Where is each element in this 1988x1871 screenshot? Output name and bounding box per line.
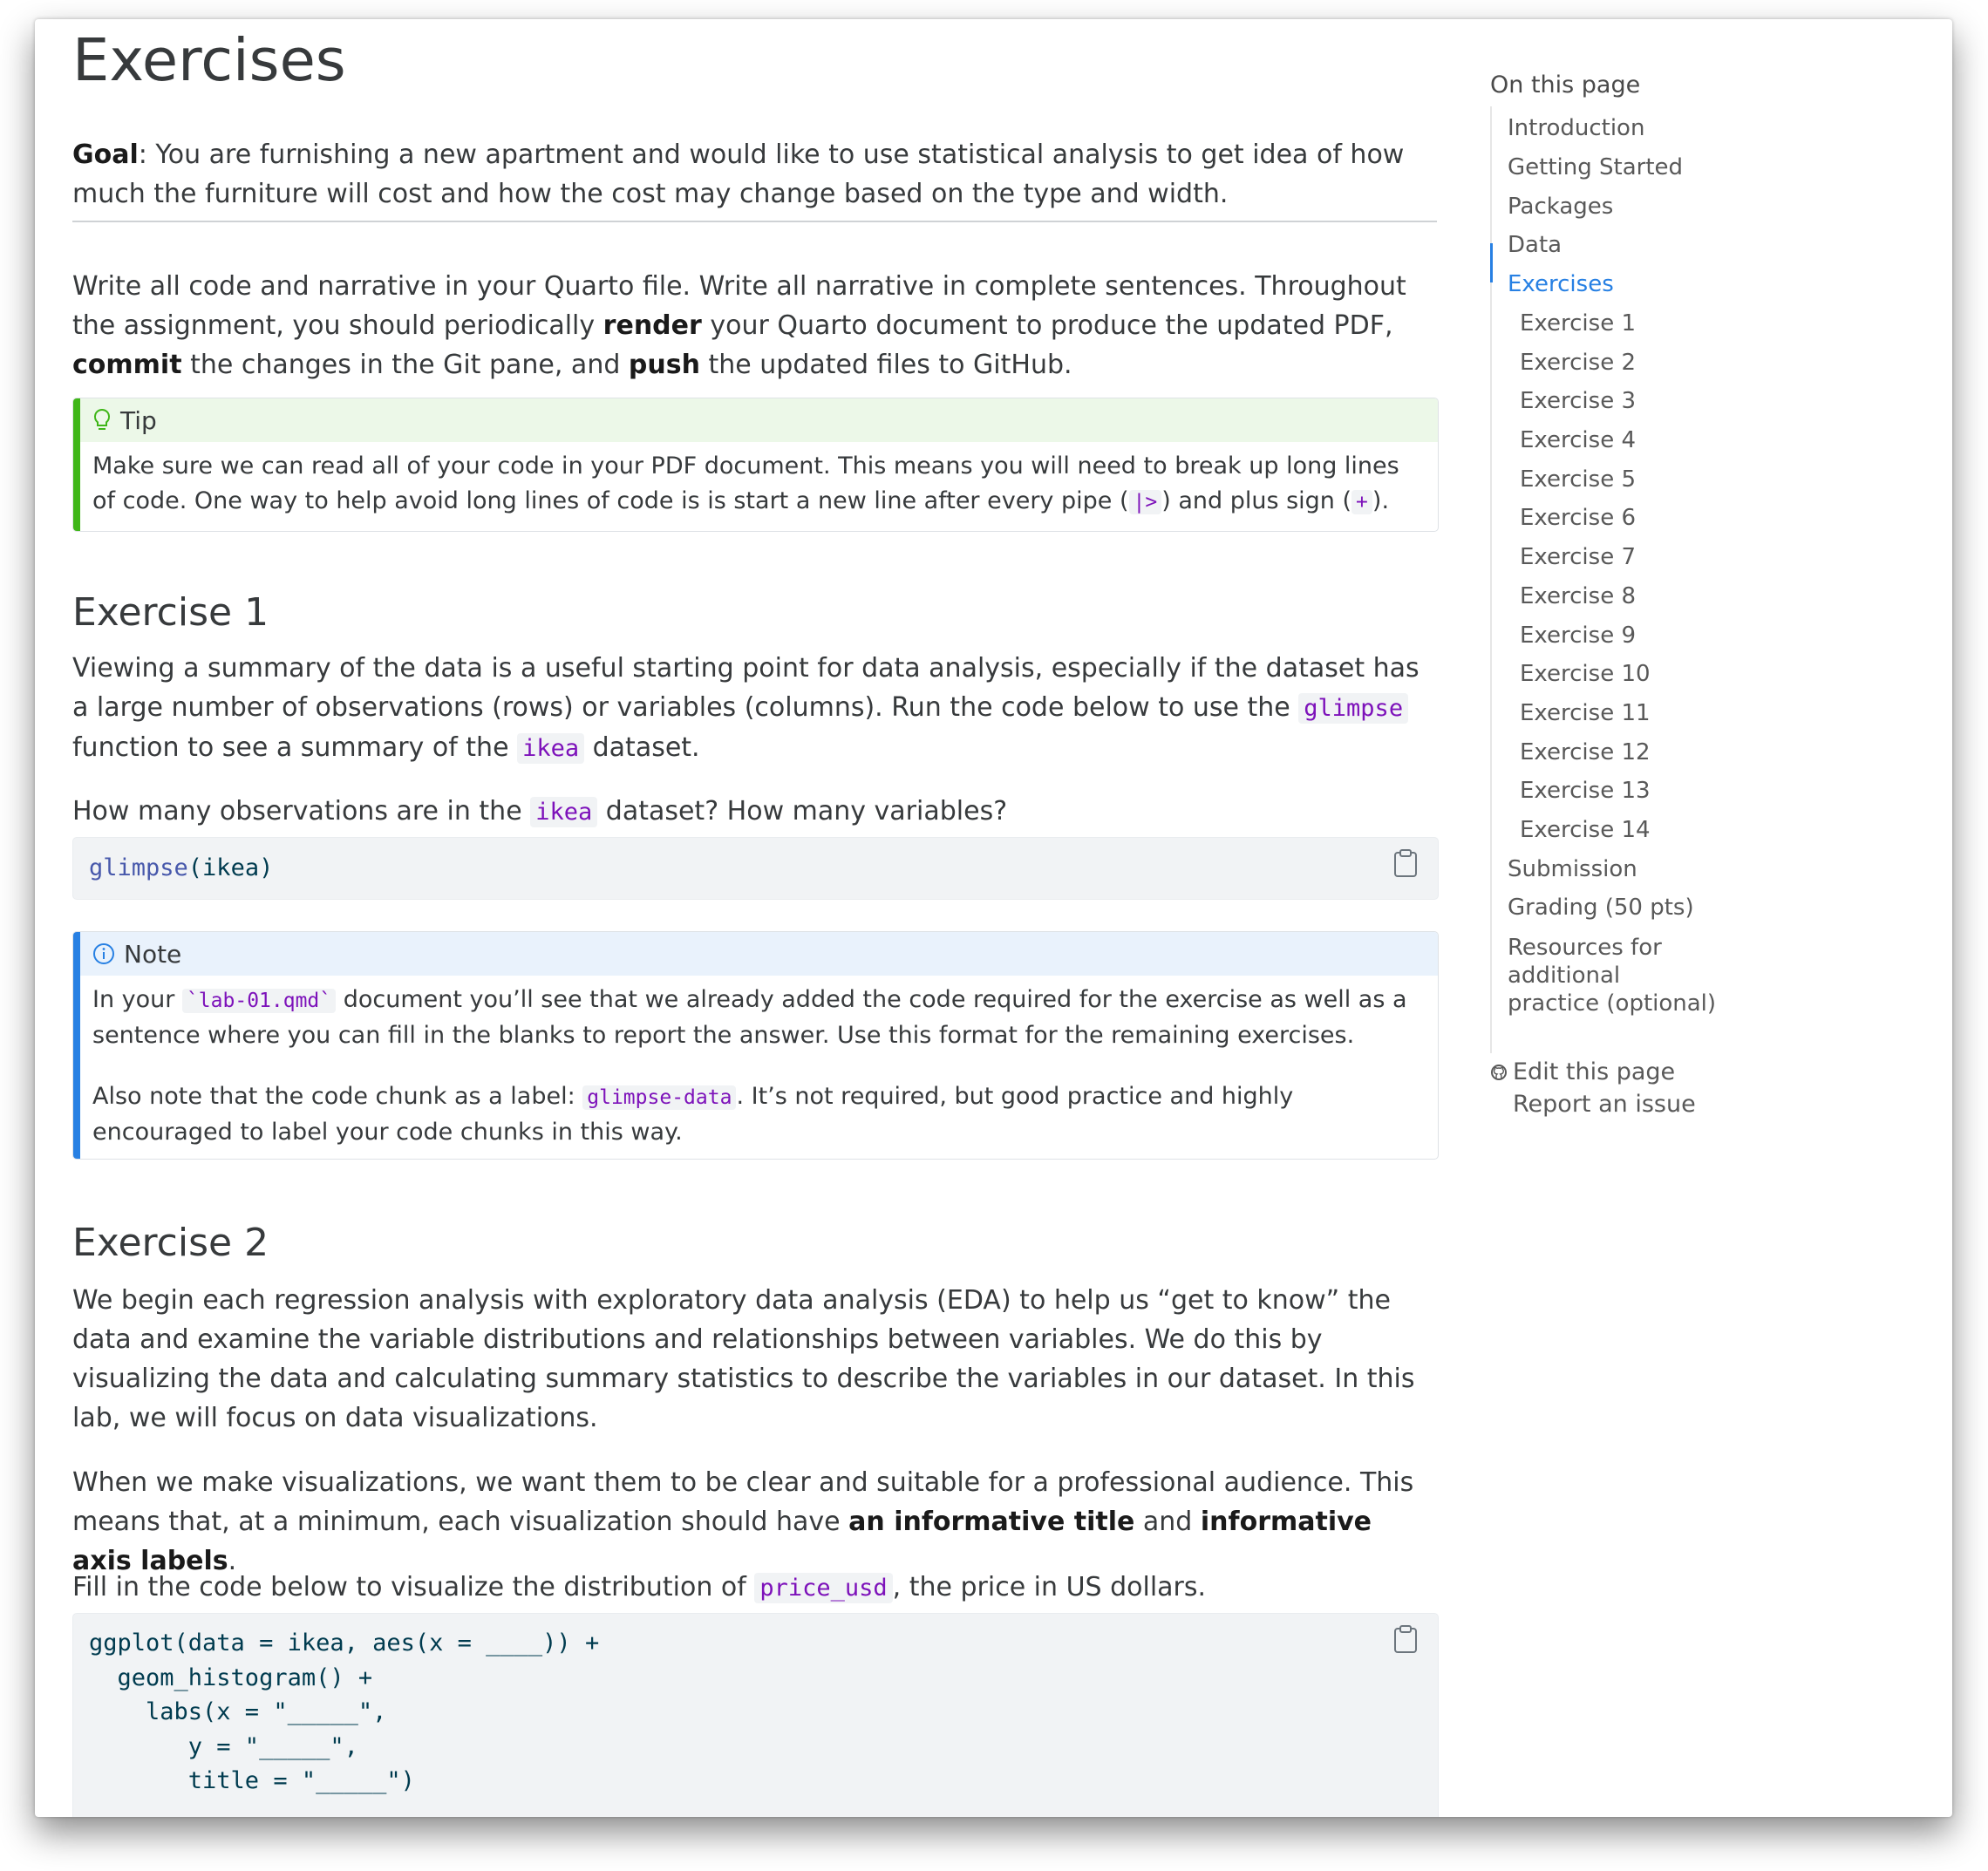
code-line: ggplot(data = ikea, aes(x = ____)) + — [89, 1629, 600, 1657]
code-line: geom_histogram() + — [89, 1663, 373, 1691]
toc-item-exercise-12[interactable]: Exercise 12 — [1520, 739, 1651, 765]
toc-item-getting-started[interactable]: Getting Started — [1508, 154, 1684, 180]
tip-text — [92, 449, 1419, 520]
toc-item-exercise-2[interactable]: Exercise 2 — [1520, 350, 1636, 376]
ex1-text: function to see a summary of the — [72, 732, 518, 763]
note-callout — [72, 931, 1439, 1160]
edit-page-link[interactable] — [1490, 1058, 1696, 1085]
note-text-part: document you’ll see that we already added the code required for the exercise as well as a sentence where you can fill in the blanks to report the answer. Use this format for the remaining exercises. — [92, 986, 1407, 1049]
tip-callout — [72, 398, 1439, 532]
code-block-ggplot — [72, 1613, 1439, 1817]
clipboard-icon[interactable] — [1392, 848, 1419, 878]
report-issue-link[interactable]: Report an issue — [1513, 1091, 1696, 1118]
ikea-code: ikea — [517, 733, 584, 764]
toc-active-indicator — [1490, 243, 1493, 282]
toc-list — [1490, 106, 1753, 1053]
goal-label: Goal — [72, 139, 139, 170]
ex2-paragraph-1: We begin each regression analysis with exploratory data analysis (EDA) to help us “get to know” the data and examine the variable distributions and relationships between variables. We do this by visualizing the data and calculating summary statistics to describe the variables in our dataset. In this lab, we will focus on data visualizations. — [72, 1285, 1415, 1433]
ex2-text: When we make visualizations, we want them to be clear and suitable for a professional audience. This means that, at a minimum, each visualization should have — [72, 1467, 1414, 1537]
toc-title: On this page — [1490, 71, 1641, 99]
code-block-glimpse — [72, 837, 1439, 900]
intro-text: the changes in the Git pane, and — [181, 350, 629, 380]
toc-item-exercise-3[interactable]: Exercise 3 — [1520, 388, 1636, 414]
github-icon — [1490, 1064, 1508, 1081]
intro-text: Write all code and narrative in your Quarto file. Write all narrative in complete sentences. Throughout the assignment, you should periodically — [72, 271, 1406, 341]
intro-bold: push — [628, 350, 700, 380]
qmd-code: `lab-01.qmd` — [182, 989, 336, 1013]
code-arg: (ikea) — [187, 854, 274, 881]
ex1-paragraph-2 — [72, 792, 1437, 832]
tip-label: Tip — [120, 405, 157, 435]
toc-item-exercise-11[interactable]: Exercise 11 — [1520, 700, 1651, 726]
ex2-bold: an informative title — [848, 1507, 1135, 1537]
ex2-text: Fill in the code below to visualize the distribution of — [72, 1572, 755, 1602]
toc-item-exercise-4[interactable]: Exercise 4 — [1520, 427, 1636, 453]
tip-bar — [73, 398, 80, 531]
toc-item-packages[interactable]: Packages — [1508, 194, 1614, 220]
goal-paragraph — [72, 135, 1437, 214]
toc-item-exercise-10[interactable]: Exercise 10 — [1520, 661, 1651, 687]
toc-item-exercises[interactable]: Exercises — [1508, 271, 1614, 297]
toc-item-exercise-5[interactable]: Exercise 5 — [1520, 466, 1636, 493]
toc-item-exercise-1[interactable]: Exercise 1 — [1520, 310, 1636, 337]
intro-bold: commit — [72, 350, 182, 380]
toc-item-introduction[interactable]: Introduction — [1508, 115, 1645, 141]
code-fn: glimpse — [89, 854, 188, 881]
ex1-paragraph-1 — [72, 649, 1437, 768]
note-body — [73, 976, 1438, 1159]
intro-text: your Quarto document to produce the updated PDF, — [701, 310, 1393, 341]
note-text-2 — [92, 1079, 1419, 1150]
exercise-1-heading: Exercise 1 — [72, 590, 269, 635]
ex2-paragraph-3 — [72, 1568, 1437, 1608]
info-icon — [92, 942, 115, 965]
lightbulb-icon — [92, 408, 112, 432]
code-line: y = "_____", — [89, 1732, 358, 1760]
goal-text: : You are furnishing a new apartment and would like to use statistical analysis to get idea of how much the furniture will cost and how the cost may change based on the type and width. — [72, 139, 1405, 209]
toc-item-submission[interactable]: Submission — [1508, 856, 1637, 882]
intro-paragraph — [72, 267, 1437, 384]
price-usd-code: price_usd — [754, 1573, 892, 1603]
tip-text-part: ) and plus sign ( — [1161, 487, 1352, 514]
ex1-text: dataset? How many variables? — [597, 796, 1008, 827]
pipe-code: |> — [1129, 490, 1162, 514]
ex2-text: , the price in US dollars. — [892, 1572, 1207, 1602]
clipboard-icon[interactable] — [1392, 1624, 1419, 1654]
ex1-text: Viewing a summary of the data is a useful starting point for data analysis, especially if the dataset has a large number of observations (rows) or variables (columns). Run the code below to use the — [72, 653, 1420, 723]
plus-code: + — [1351, 490, 1372, 514]
code-line: title = "_____") — [89, 1767, 415, 1794]
toc-item-exercise-7[interactable]: Exercise 7 — [1520, 544, 1636, 570]
toc-item-exercise-14[interactable]: Exercise 14 — [1520, 817, 1651, 843]
note-header — [73, 932, 1438, 976]
intro-text: the updated files to GitHub. — [699, 350, 1072, 380]
note-text-1 — [92, 983, 1419, 1053]
tip-body — [73, 442, 1438, 528]
intro-bold: render — [603, 310, 702, 341]
toc-item-exercise-6[interactable]: Exercise 6 — [1520, 505, 1636, 531]
tip-header — [73, 398, 1438, 442]
toc-item-resources[interactable]: Resources for additional practice (optional) — [1508, 935, 1717, 1017]
note-text-part: . It’s not required, but good practice and highly encouraged to label your code chunks in this way. — [92, 1083, 1294, 1146]
note-bar — [73, 932, 80, 1159]
tip-text-part: ). — [1372, 487, 1390, 514]
ex2-text: and — [1134, 1507, 1201, 1537]
toc-item-exercise-9[interactable]: Exercise 9 — [1520, 623, 1636, 649]
glimpse-code: glimpse — [1298, 693, 1408, 724]
note-label: Note — [124, 939, 182, 969]
toc-item-exercise-13[interactable]: Exercise 13 — [1520, 778, 1651, 804]
page-title: Exercises — [72, 26, 346, 94]
ex1-text: How many observations are in the — [72, 796, 531, 827]
ex1-text: dataset. — [584, 732, 700, 763]
note-text-part: Also note that the code chunk as a label: — [92, 1083, 583, 1110]
toc-item-data[interactable]: Data — [1508, 232, 1562, 258]
divider — [72, 221, 1437, 222]
ex2-bold: informative axis labels — [72, 1507, 1372, 1576]
note-text-part: In your — [92, 986, 182, 1013]
tip-text-part: Make sure we can read all of your code in your PDF document. This means you will need to break up long lines of code. One way to help avoid long lines of code is is start a new line after every pipe ( — [92, 452, 1399, 514]
ex2-paragraph-2 — [72, 1463, 1437, 1581]
chunk-label-code: glimpse-data — [582, 1085, 736, 1110]
browser-window — [35, 19, 1952, 1817]
toc-footer — [1490, 1058, 1696, 1118]
toc-item-exercise-8[interactable]: Exercise 8 — [1520, 583, 1636, 609]
exercise-2-heading: Exercise 2 — [72, 1221, 269, 1265]
toc-item-grading[interactable]: Grading (50 pts) — [1508, 895, 1694, 921]
code-line: labs(x = "_____", — [89, 1698, 387, 1725]
edit-page-label: Edit this page — [1513, 1058, 1676, 1085]
ex2-text: . — [228, 1546, 237, 1576]
ikea-code: ikea — [530, 797, 597, 827]
